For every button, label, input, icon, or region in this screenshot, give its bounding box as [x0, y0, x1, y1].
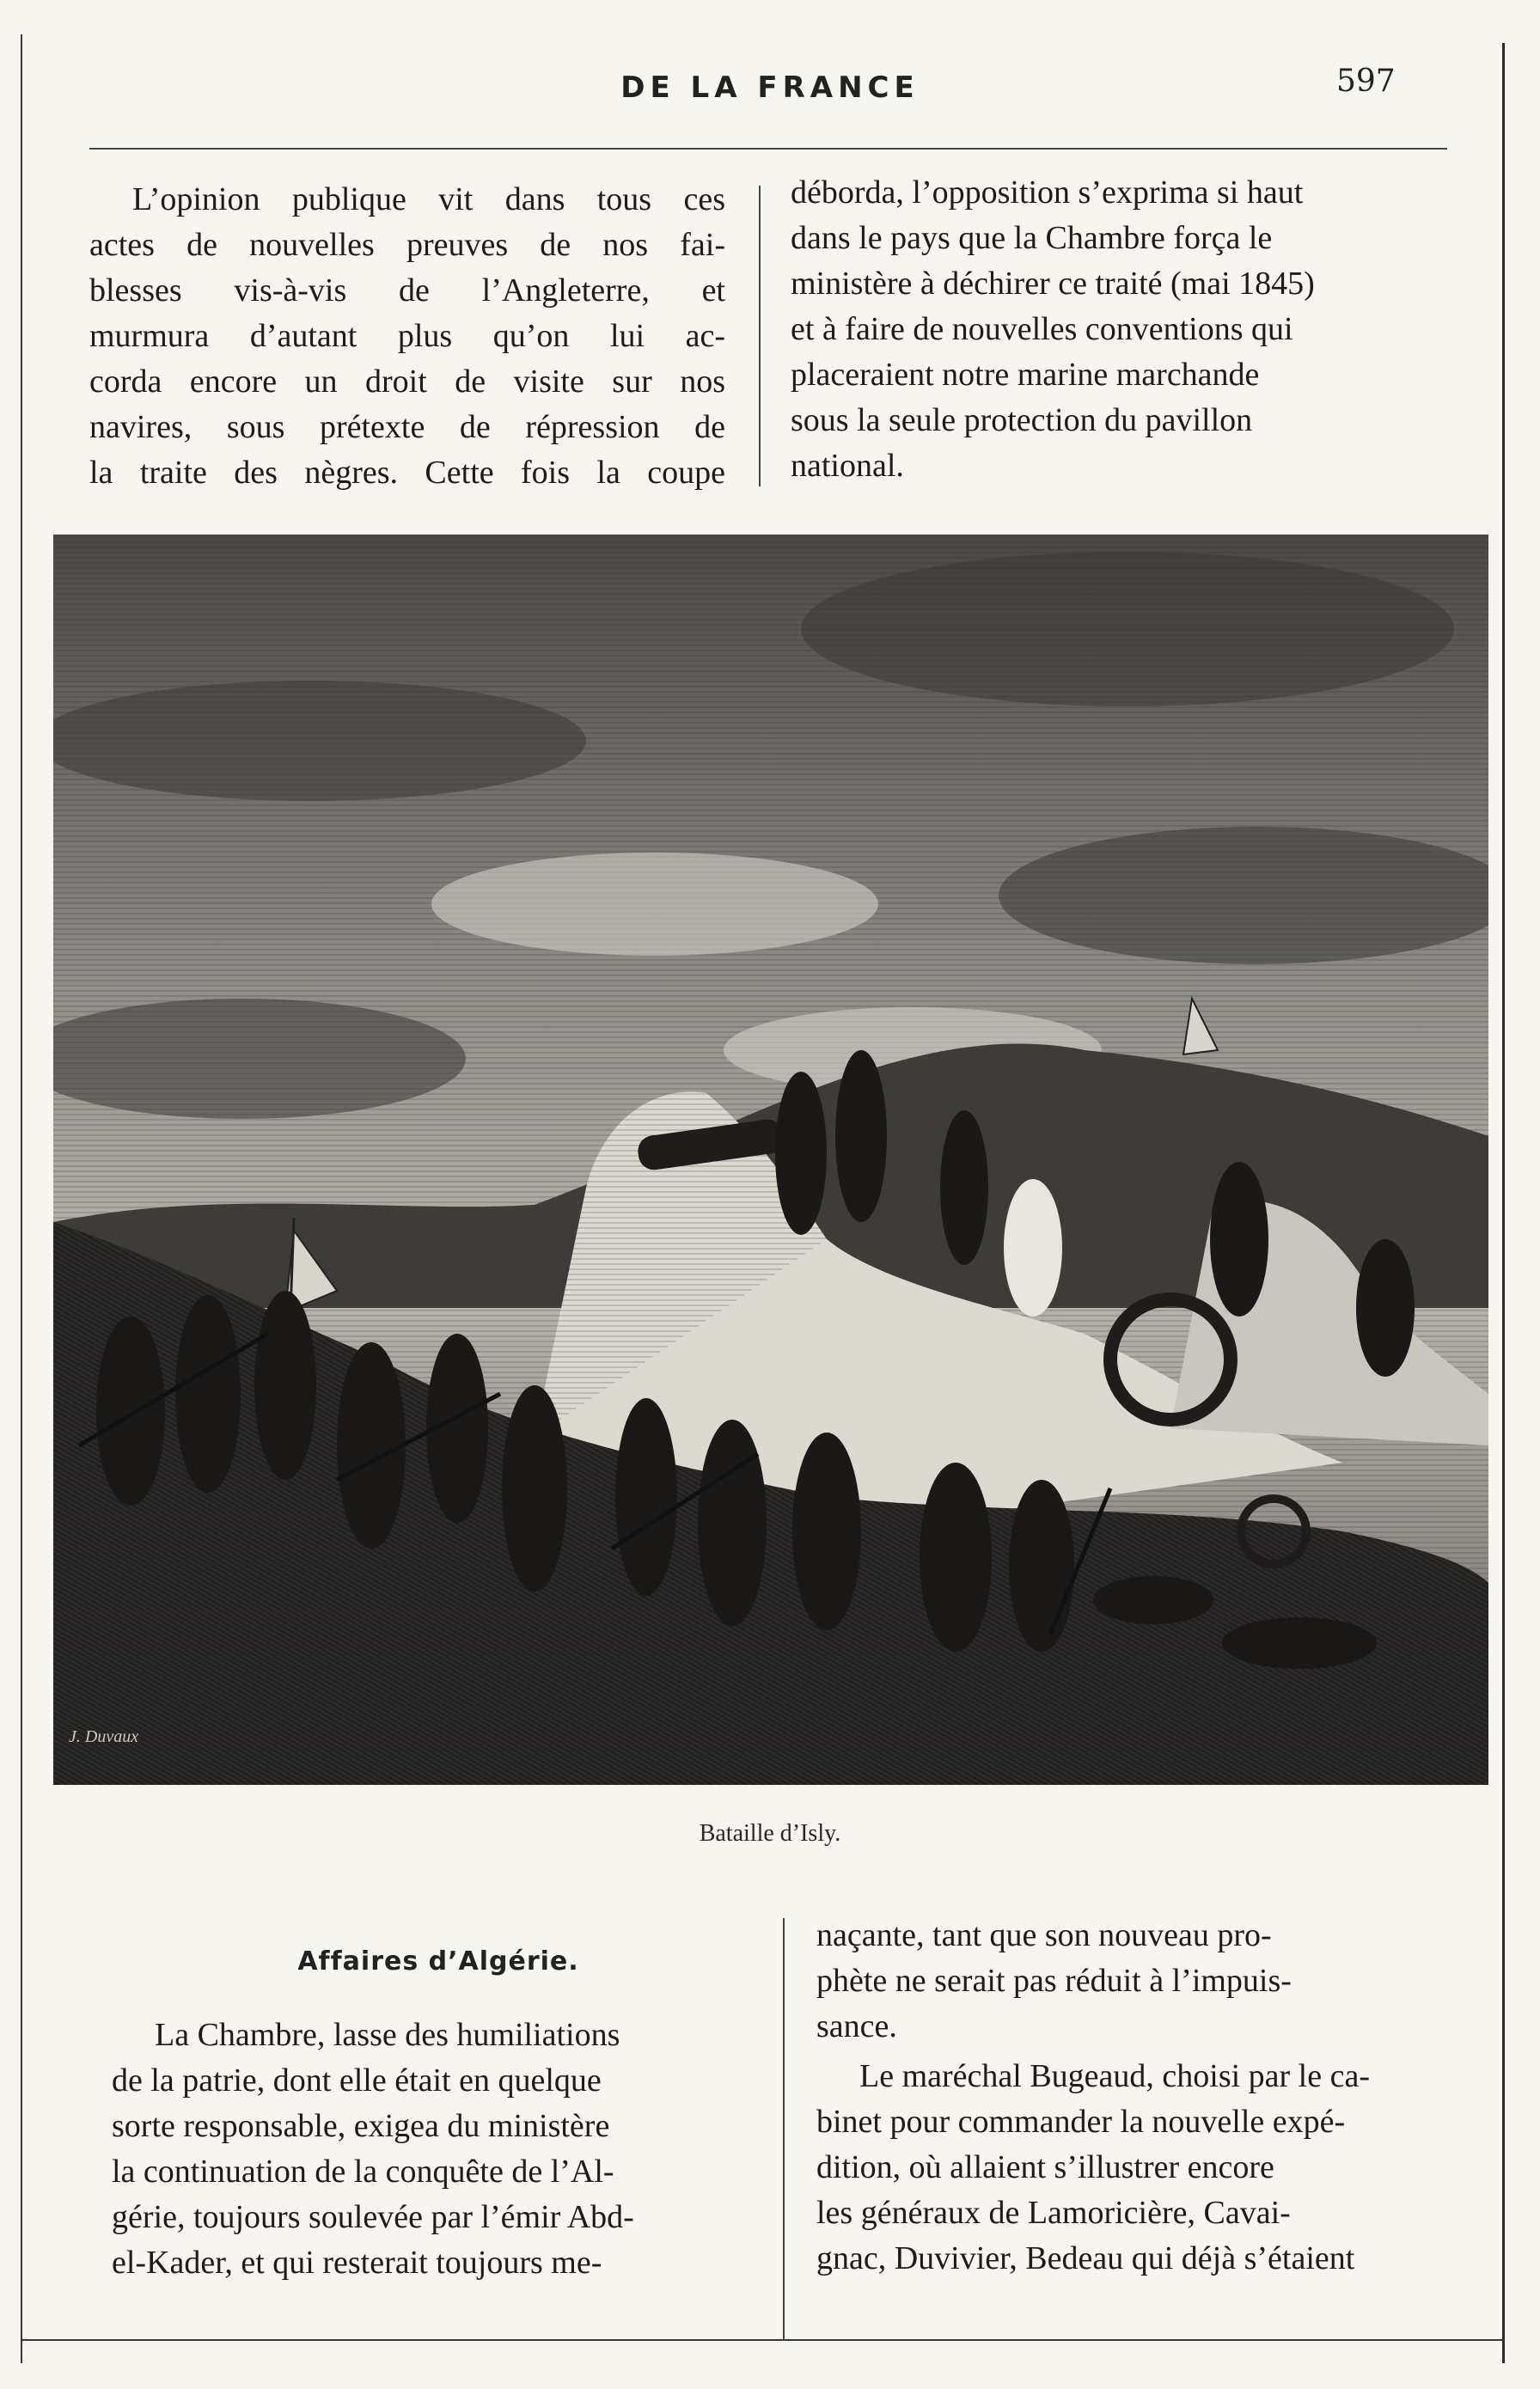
text-line: gérie, toujours soulevée par l’émir Abd-	[112, 2199, 634, 2235]
column-rule-bottom	[783, 1918, 785, 2339]
text-line: binet pour commander la nouvelle expé-	[816, 2104, 1346, 2140]
text-line: corda encore un droit de visite sur nos	[89, 364, 725, 400]
text-line: el-Kader, et qui resterait toujours me-	[112, 2245, 602, 2281]
text-line: La Chambre, lasse des humiliations	[155, 2017, 620, 2053]
text-line: phète ne serait pas réduit à l’impuis-	[816, 1963, 1292, 1999]
text-line: dans le pays que la Chambre força le	[791, 220, 1273, 256]
section-heading: Affaires d’Algérie.	[297, 1946, 579, 1977]
running-header: DE LA FRANCE	[620, 70, 920, 105]
engraver-signature: J. Duvaux	[69, 1727, 139, 1746]
header-rule	[89, 148, 1447, 150]
text-line: gnac, Duvivier, Bedeau qui déjà s’étaient	[816, 2240, 1355, 2276]
text-line: murmura d’autant plus qu’on lui ac-	[89, 318, 725, 354]
text-line: sous la seule protection du pavillon	[791, 402, 1253, 438]
text-line: ministère à déchirer ce traité (mai 1845)	[791, 266, 1315, 302]
text-line: la continuation de la conquête de l’Al-	[112, 2154, 614, 2190]
text-line: sance.	[816, 2008, 897, 2044]
page-number: 597	[1336, 64, 1396, 99]
text-line: déborda, l’opposition s’exprima si haut	[791, 174, 1304, 211]
text-line: navires, sous prétexte de répression de	[89, 409, 725, 445]
illustration-caption: Bataille d’Isly.	[699, 1820, 841, 1847]
top-left-paragraph	[89, 177, 725, 496]
bottom-right-paragraph-2	[816, 2054, 1452, 2282]
text-line: naçante, tant que son nouveau pro-	[816, 1917, 1272, 1953]
text-line: de la patrie, dont elle était en quelque	[112, 2062, 602, 2099]
top-right-paragraph	[791, 170, 1431, 489]
bottom-right-paragraph-1	[816, 1913, 1452, 2050]
text-line: et à faire de nouvelles conventions qui	[791, 311, 1293, 347]
text-line: dition, où allaient s’illustrer encore	[816, 2149, 1274, 2185]
text-line: sorte responsable, exigea du ministère	[112, 2108, 610, 2144]
page-bottom-border	[21, 2339, 1504, 2341]
page-right-border	[1502, 43, 1505, 2363]
text-line: les généraux de Lamoricière, Cavai-	[816, 2195, 1291, 2231]
battle-engraving	[53, 535, 1488, 1785]
text-line: actes de nouvelles preuves de nos fai-	[89, 227, 725, 263]
text-line: blesses vis-à-vis de l’Angleterre, et	[89, 272, 725, 309]
column-rule-top	[759, 186, 761, 486]
text-line: Le maréchal Bugeaud, choisi par le ca-	[859, 2058, 1370, 2094]
text-line: placeraient notre marine marchande	[791, 357, 1260, 393]
text-line: L’opinion publique vit dans tous ces	[132, 181, 725, 217]
text-line: national.	[791, 448, 904, 484]
page-left-border	[21, 34, 22, 2363]
bottom-left-paragraph	[112, 2013, 748, 2286]
text-line: la traite des nègres. Cette fois la coupe	[89, 455, 725, 491]
